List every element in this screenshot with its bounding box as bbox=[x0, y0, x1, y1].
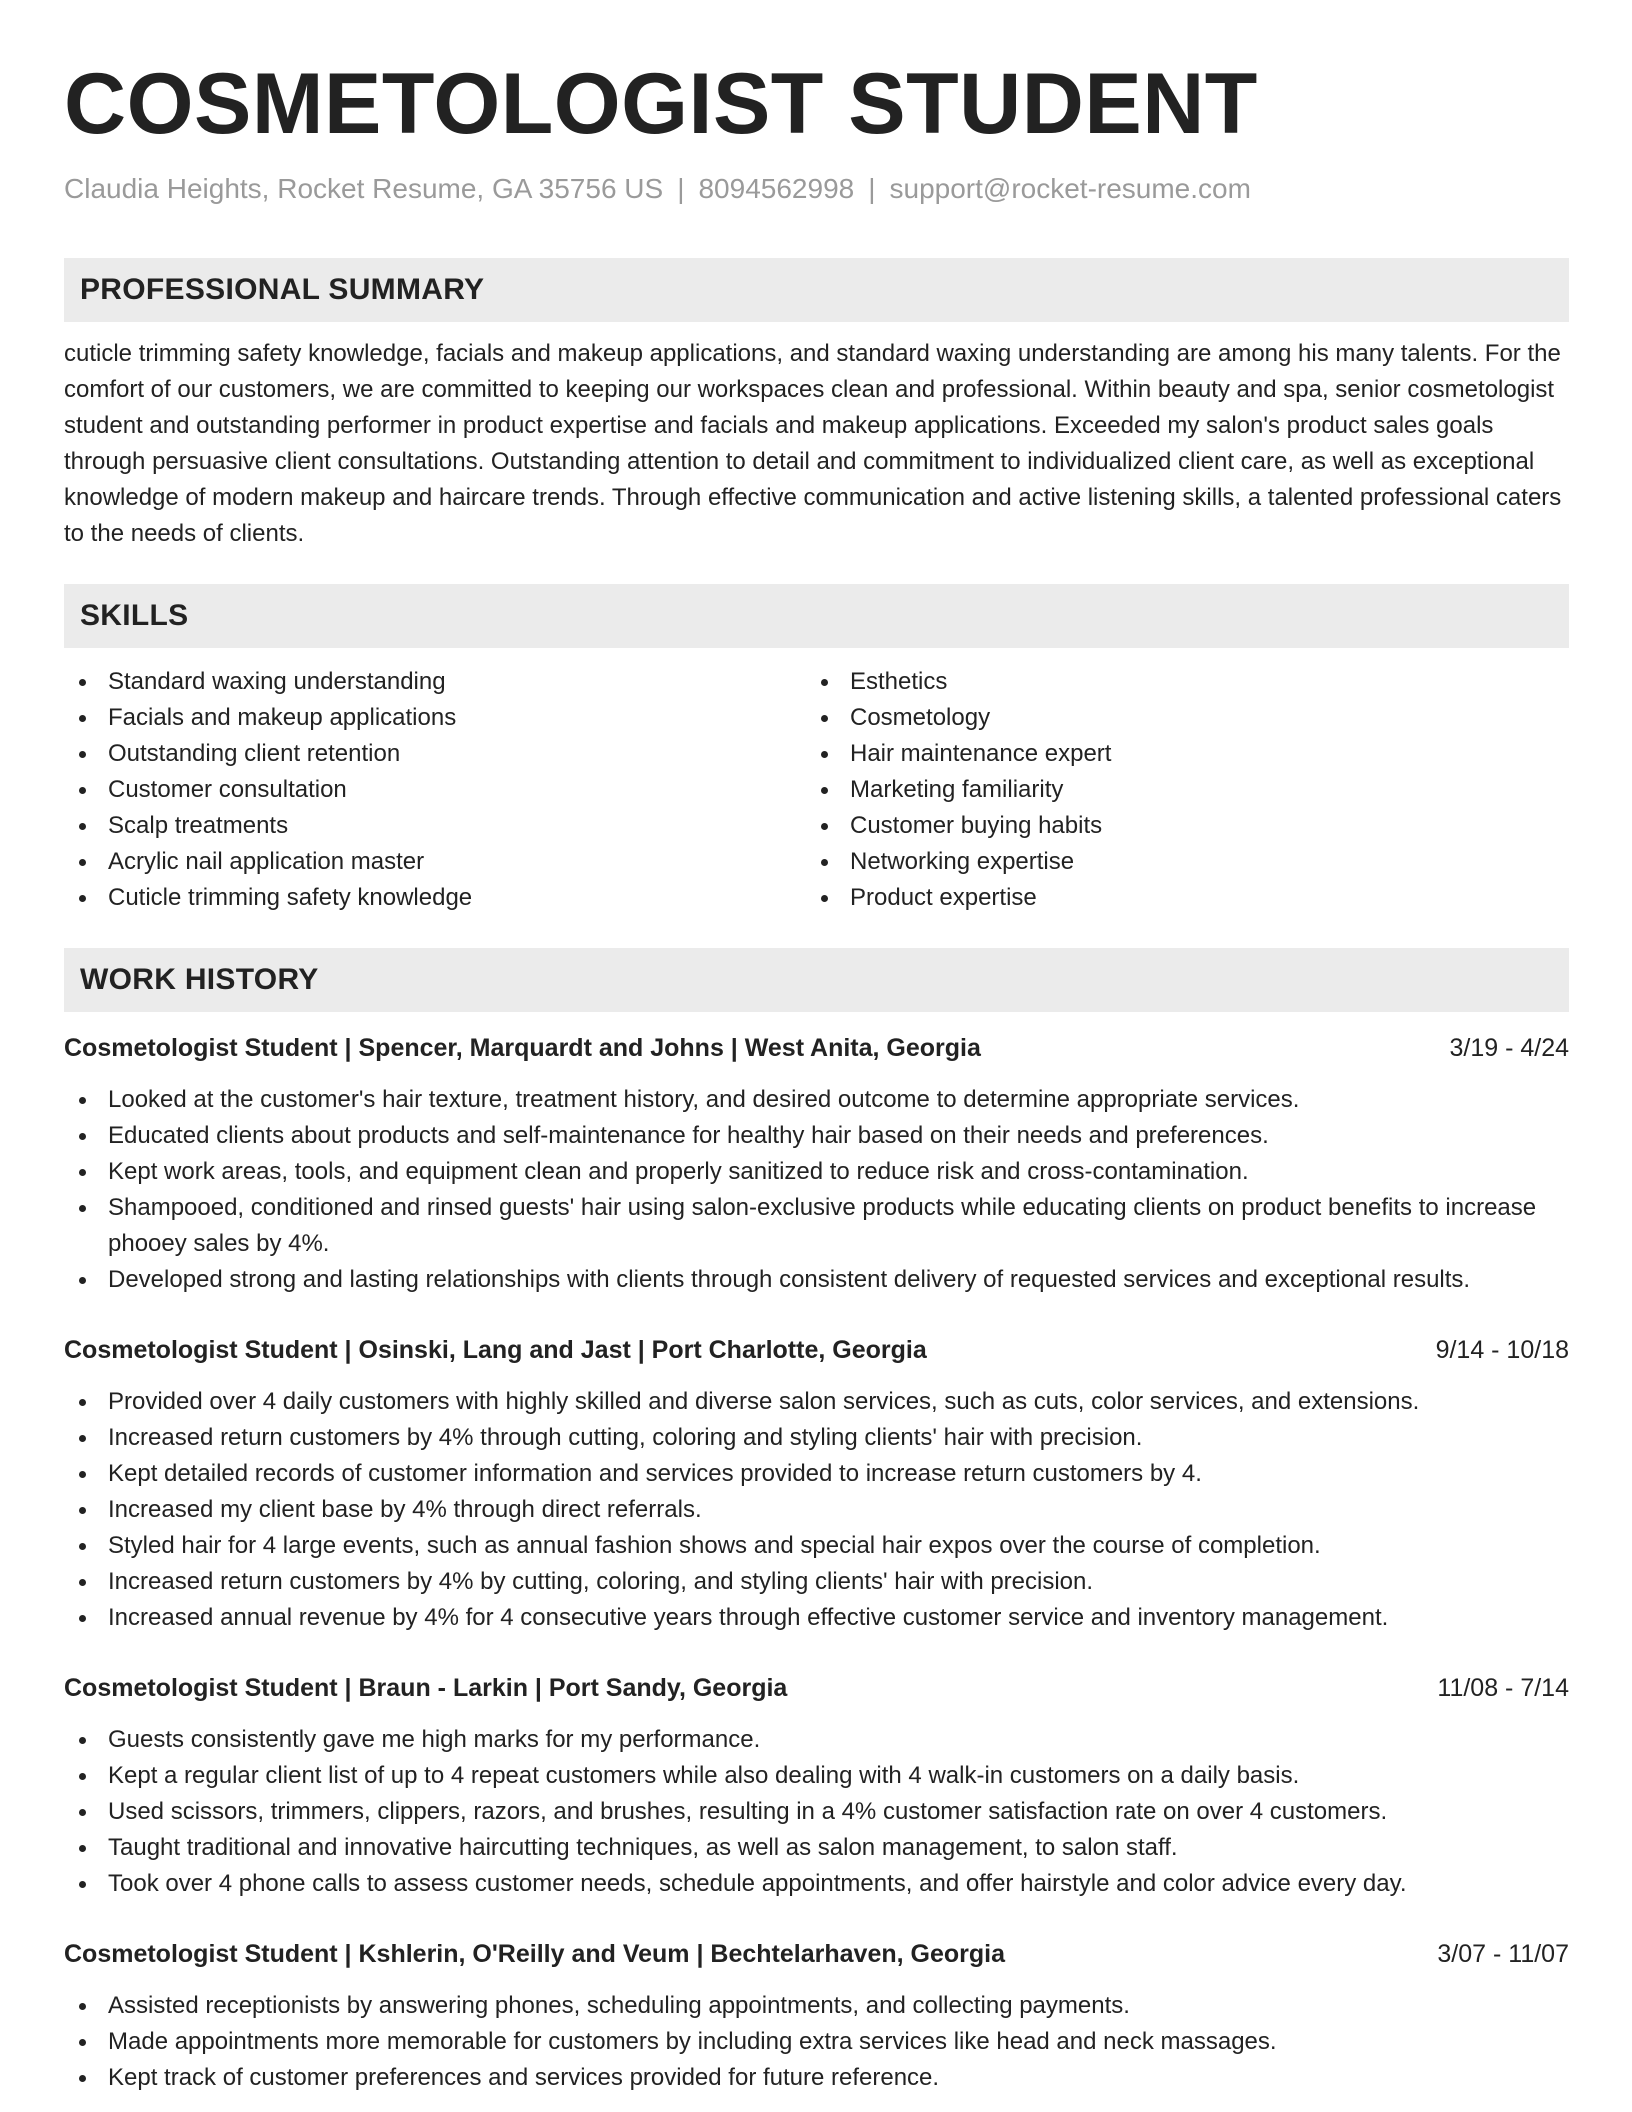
duty-item: Kept detailed records of customer information and services provided to increase return customers by 4. bbox=[64, 1456, 1569, 1492]
contact-address: Claudia Heights, Rocket Resume, GA 35756 US bbox=[64, 173, 664, 204]
job-dates: 3/19 - 4/24 bbox=[1449, 1034, 1569, 1062]
duty-item: Educated clients about products and self-maintenance for healthy hair based on their needs and preferences. bbox=[64, 1118, 1569, 1154]
job-duties bbox=[64, 1082, 1569, 1298]
duty-item: Assisted receptionists by answering phones, scheduling appointments, and collecting payments. bbox=[64, 1988, 1569, 2024]
duty-item: Increased my client base by 4% through direct referrals. bbox=[64, 1492, 1569, 1528]
skill-item: Cosmetology bbox=[806, 700, 1548, 736]
skill-item: Customer consultation bbox=[64, 772, 806, 808]
section-header-summary: PROFESSIONAL SUMMARY bbox=[64, 258, 1569, 322]
skill-item: Scalp treatments bbox=[64, 808, 806, 844]
skill-item: Product expertise bbox=[806, 880, 1548, 916]
summary-text: cuticle trimming safety knowledge, facials and makeup applications, and standard waxing understanding are among his many talents. For the comfort of our customers, we are committed to keeping our workspaces clean and professional. Within beauty and spa, senior cosmetologist student and outstanding performer in product expertise and facials and makeup applications. Exceeded my salon's product sales goals through persuasive client consultations. Outstanding attention to detail and commitment to individualized client care, as well as exceptional knowledge of modern makeup and haircare trends. Through effective communication and active listening skills, a talented professional caters to the needs of clients. bbox=[64, 340, 1562, 547]
skill-item: Acrylic nail application master bbox=[64, 844, 806, 880]
job-header bbox=[64, 1936, 1569, 1972]
job-header bbox=[64, 1670, 1569, 1706]
duty-item: Increased annual revenue by 4% for 4 consecutive years through effective customer service and inventory management. bbox=[64, 1600, 1569, 1636]
job-title: Cosmetologist Student | Kshlerin, O'Reilly and Veum | Bechtelarhaven, Georgia bbox=[64, 1940, 1005, 1968]
skill-item: Esthetics bbox=[806, 664, 1548, 700]
job-entry bbox=[64, 1670, 1569, 1902]
job-entry bbox=[64, 1332, 1569, 1636]
skill-item: Standard waxing understanding bbox=[64, 664, 806, 700]
duty-item: Styled hair for 4 large events, such as annual fashion shows and special hair expos over the course of completion. bbox=[64, 1528, 1569, 1564]
job-entry bbox=[64, 1936, 1569, 2096]
duty-item: Provided over 4 daily customers with highly skilled and diverse salon services, such as cuts, color services, and extensions. bbox=[64, 1384, 1569, 1420]
job-duties bbox=[64, 1988, 1569, 2096]
contact-line bbox=[64, 172, 1569, 206]
skill-item: Marketing familiarity bbox=[806, 772, 1548, 808]
duty-item: Kept work areas, tools, and equipment clean and properly sanitized to reduce risk and cross-contamination. bbox=[64, 1154, 1569, 1190]
skill-item: Customer buying habits bbox=[806, 808, 1548, 844]
duty-item: Looked at the customer's hair texture, treatment history, and desired outcome to determine appropriate services. bbox=[64, 1082, 1569, 1118]
job-header bbox=[64, 1030, 1569, 1066]
job-title: Cosmetologist Student | Braun - Larkin | Port Sandy, Georgia bbox=[64, 1674, 788, 1702]
contact-email: support@rocket-resume.com bbox=[889, 173, 1251, 204]
job-dates: 9/14 - 10/18 bbox=[1435, 1336, 1569, 1364]
skills-column-right bbox=[806, 664, 1548, 916]
skill-item: Facials and makeup applications bbox=[64, 700, 806, 736]
job-dates: 11/08 - 7/14 bbox=[1437, 1674, 1569, 1702]
duty-item: Taught traditional and innovative haircutting techniques, as well as salon management, to salon staff. bbox=[64, 1830, 1569, 1866]
skill-item: Networking expertise bbox=[806, 844, 1548, 880]
job-header bbox=[64, 1332, 1569, 1368]
contact-separator: | bbox=[868, 173, 876, 204]
resume-title: COSMETOLOGIST STUDENT bbox=[64, 56, 1258, 152]
contact-phone: 8094562998 bbox=[698, 173, 855, 204]
skills-column-left bbox=[64, 664, 806, 916]
duty-item: Made appointments more memorable for customers by including extra services like head and neck massages. bbox=[64, 2024, 1569, 2060]
job-title: Cosmetologist Student | Osinski, Lang and Jast | Port Charlotte, Georgia bbox=[64, 1336, 927, 1364]
skill-item: Outstanding client retention bbox=[64, 736, 806, 772]
duty-item: Kept a regular client list of up to 4 repeat customers while also dealing with 4 walk-in customers on a daily basis. bbox=[64, 1758, 1569, 1794]
duty-item: Developed strong and lasting relationships with clients through consistent delivery of requested services and exceptional results. bbox=[64, 1262, 1569, 1298]
job-title: Cosmetologist Student | Spencer, Marquardt and Johns | West Anita, Georgia bbox=[64, 1034, 981, 1062]
skills-list bbox=[64, 664, 1569, 916]
contact-separator: | bbox=[677, 173, 685, 204]
duty-item: Increased return customers by 4% through cutting, coloring and styling clients' hair with precision. bbox=[64, 1420, 1569, 1456]
job-entry bbox=[64, 1030, 1569, 1298]
duty-item: Guests consistently gave me high marks for my performance. bbox=[64, 1722, 1569, 1758]
section-header-work-history: WORK HISTORY bbox=[64, 948, 1569, 1012]
duty-item: Kept track of customer preferences and services provided for future reference. bbox=[64, 2060, 1569, 2096]
job-duties bbox=[64, 1384, 1569, 1636]
job-duties bbox=[64, 1722, 1569, 1902]
skill-item: Hair maintenance expert bbox=[806, 736, 1548, 772]
section-header-skills: SKILLS bbox=[64, 584, 1569, 648]
skill-item: Cuticle trimming safety knowledge bbox=[64, 880, 806, 916]
duty-item: Increased return customers by 4% by cutting, coloring, and styling clients' hair with precision. bbox=[64, 1564, 1569, 1600]
duty-item: Took over 4 phone calls to assess customer needs, schedule appointments, and offer hairstyle and color advice every day. bbox=[64, 1866, 1569, 1902]
job-dates: 3/07 - 11/07 bbox=[1437, 1940, 1569, 1968]
duty-item: Used scissors, trimmers, clippers, razors, and brushes, resulting in a 4% customer satisfaction rate on over 4 customers. bbox=[64, 1794, 1569, 1830]
duty-item: Shampooed, conditioned and rinsed guests' hair using salon-exclusive products while educating clients on product benefits to increase phooey sales by 4%. bbox=[64, 1190, 1569, 1262]
